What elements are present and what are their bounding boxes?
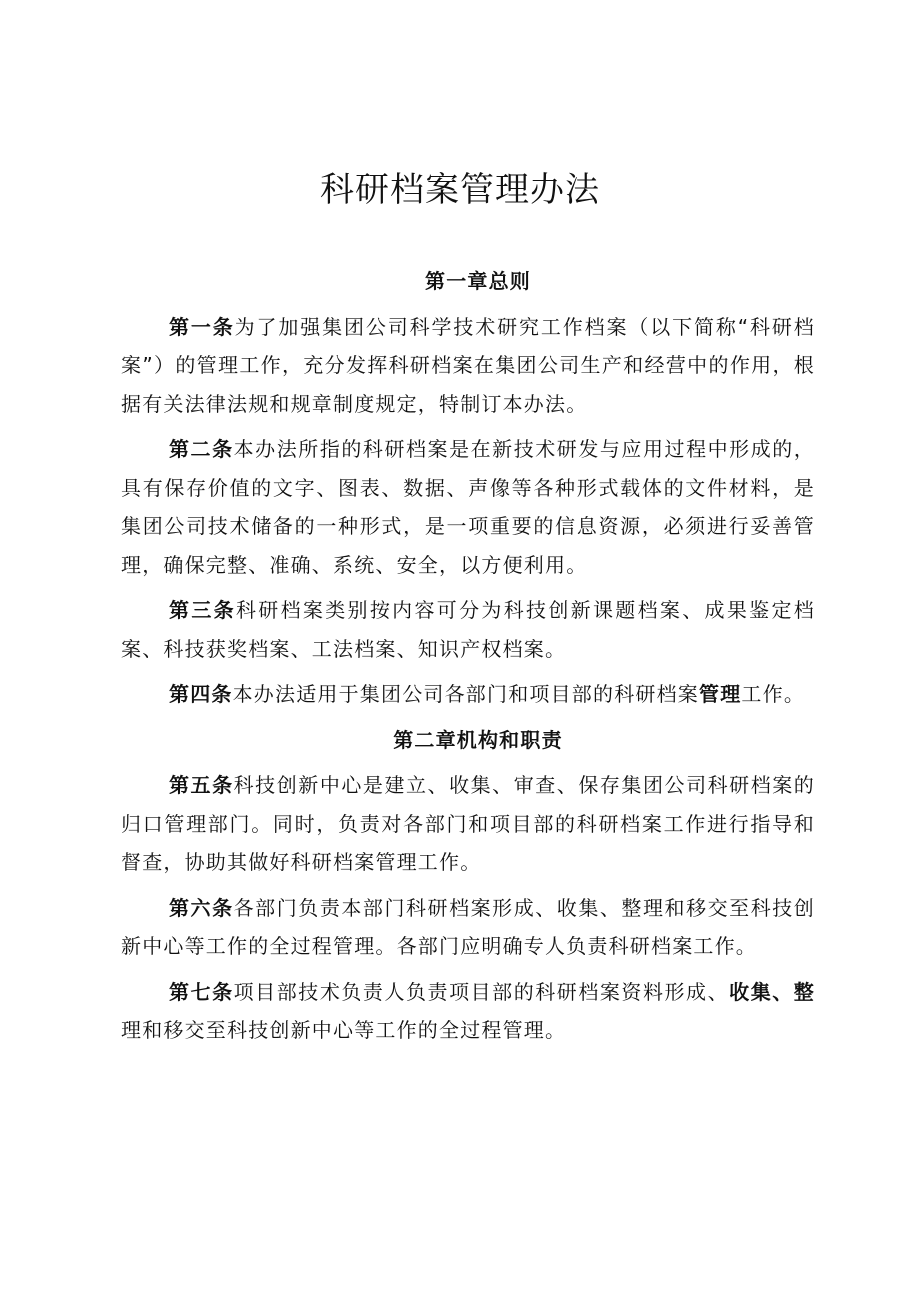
document-body: [121, 262, 815, 1050]
document-title: 科研档案管理办法: [320, 170, 600, 210]
article-label: 第四条: [169, 682, 233, 706]
article-label: 第七条: [169, 979, 234, 1004]
article-5: [121, 766, 815, 882]
article-text-emphasis: 收集、整: [729, 979, 815, 1004]
article-label: 第六条: [169, 895, 234, 920]
article-text: 科技创新中心是建立、收集、审查、保存集团公司科研档案的归口管理部门。同时，负责对各部门和项目部的科研档案工作进行指导和督查，协助其做好科研档案管理工作。: [121, 773, 815, 874]
article-label: 第二条: [169, 437, 234, 461]
article-label: 第五条: [169, 773, 234, 797]
chapter-heading-1: 第一章总则: [425, 269, 531, 293]
article-text: 科研档案类别按内容可分为科技创新课题档案、成果鉴定档案、科技获奖档案、工法档案、知识产权档案。: [121, 598, 815, 661]
article-text: 项目部技术负责人负责项目部的科研档案资料形成、: [233, 979, 730, 1004]
article-label: 第三条: [169, 598, 236, 622]
article-1: [121, 308, 815, 424]
chapter-heading-2: 第二章机构和职责: [393, 727, 563, 752]
article-text: 本办法所指的科研档案是在新技术研发与应用过程中形成的，具有保存价值的文字、图表、数据、声像等各种形式载体的文件材料，是集团公司技术储备的一种形式，是一项重要的信息资源，必须进行妥善管理，确保完整、准确、系统、安全，以方便利用。: [121, 437, 815, 577]
article-7: [121, 973, 815, 1050]
article-text: 本办法适用于集团公司各部门和项目部的科研档案: [232, 682, 700, 706]
article-text: 工作。: [741, 682, 806, 706]
article-2: [121, 430, 815, 584]
article-6: [121, 889, 815, 966]
article-text: 各部门负责本部门科研档案形成、收集、整理和移交至科技创新中心等工作的全过程管理。各部门应明确专人负责科研档案工作。: [121, 895, 815, 958]
article-text: 为了加强集团公司科学技术研究工作档案（以下简称“科研档案”）的管理工作，充分发挥科研档案在集团公司生产和经营中的作用，根据有关法律法规和规章制度规定，特制订本办法。: [121, 314, 815, 416]
article-label: 第一条: [169, 314, 235, 339]
article-text: 理和移交至科技创新中心等工作的全过程管理。: [121, 1018, 567, 1042]
article-3: [121, 591, 815, 668]
article-4: [121, 675, 815, 714]
article-text-emphasis: 管理: [699, 682, 742, 706]
